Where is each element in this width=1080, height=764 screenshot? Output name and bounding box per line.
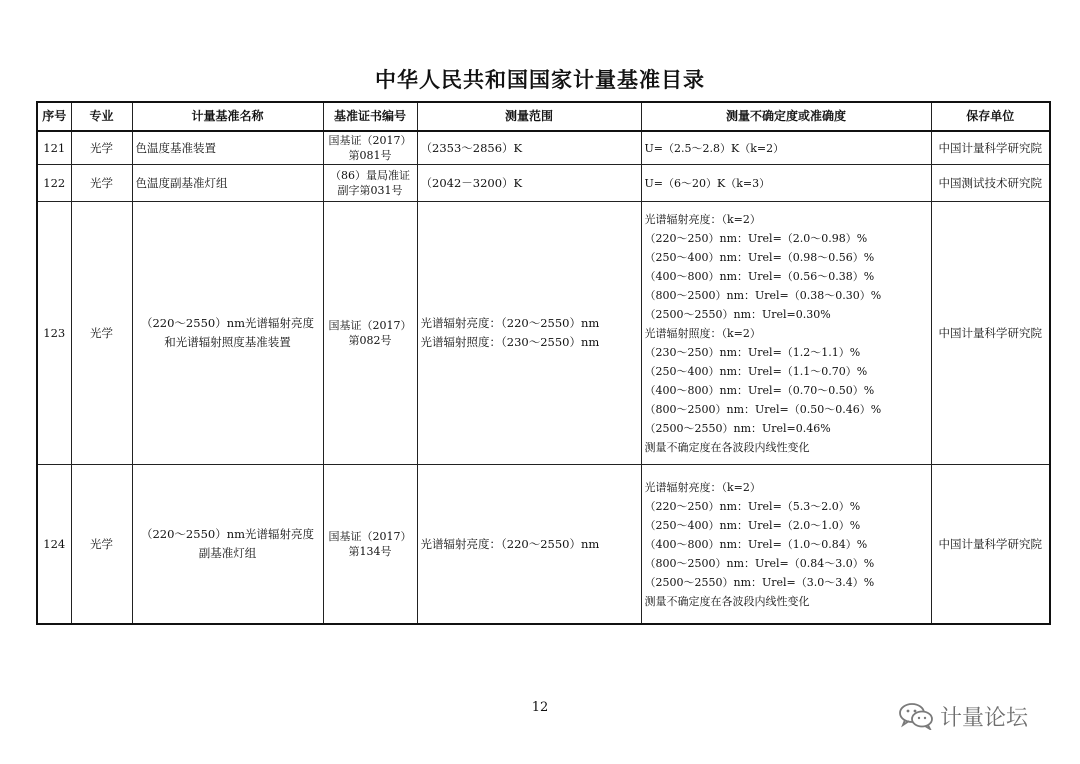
header-field: 专业 [71,102,132,131]
cell-range [417,465,641,625]
uncertainty-line: 测量不确定度在各波段内线性变化 [644,594,810,608]
cell-range [417,131,641,165]
cell-field: 光学 [71,165,132,202]
range-line: （2353～2856）K [420,140,523,155]
uncertainty-line: （230～250）nm：Urel=（1.2～1.1）% [644,345,861,359]
uncertainty-line: （400～800）nm：Urel=（0.70～0.50）% [644,383,875,397]
uncertainty-line: （800～2500）nm：Urel=（0.38～0.30）% [644,288,882,302]
cell-uncertainty [641,202,931,465]
range-line: （2042－3200）K [420,175,523,190]
page-title: 中华人民共和国国家计量基准目录 [375,68,705,92]
uncertainty-line: （250～400）nm：Urel=（2.0～1.0）% [644,518,861,532]
cell-range [417,165,641,202]
page-number: 12 [531,700,549,715]
watermark-text: 计量论坛 [940,705,1029,731]
cell-name: （220～2550）nm光谱辐射亮度副基准灯组 [132,465,323,625]
uncertainty-line: （250～400）nm：Urel=（0.98～0.56）% [644,250,875,264]
cell-unit: 中国计量科学研究院 [931,465,1050,625]
header-no: 序号 [37,102,71,131]
uncertainty-line: （400～800）nm：Urel=（0.56～0.38）% [644,269,875,283]
uncertainty-line: （2500～2550）nm：Urel=0.46% [644,421,831,435]
uncertainty-line: （800～2500）nm：Urel=（0.50～0.46）% [644,402,882,416]
header-range: 测量范围 [417,102,641,131]
cell-field: 光学 [71,465,132,625]
cell-range [417,202,641,465]
cell-no: 124 [37,465,71,625]
uncertainty-line: （2500～2550）nm：Urel=（3.0～3.4）% [644,575,875,589]
cell-unit: 中国计量科学研究院 [931,131,1050,165]
cell-uncertainty [641,465,931,625]
header-cert: 基准证书编号 [323,102,417,131]
cell-name: （220～2550）nm光谱辐射亮度和光谱辐射照度基准装置 [132,202,323,465]
uncertainty-line: （2500～2550）nm：Urel=0.30% [644,307,831,321]
cell-unit: 中国计量科学研究院 [931,202,1050,465]
uncertainty-line: （250～400）nm：Urel=（1.1～0.70）% [644,364,868,378]
uncertainty-line: （800～2500）nm：Urel=（0.84～3.0）% [644,556,875,570]
cell-name: 色温度副基准灯组 [132,165,323,202]
range-line: 光谱辐射亮度：（220～2550）nm [420,316,600,330]
cell-field: 光学 [71,202,132,465]
uncertainty-line: 光谱辐射亮度：（k=2） [644,212,761,226]
table-row [37,202,1050,465]
uncertainty-line: U=（2.5～2.8）K（k=2） [644,141,785,155]
cell-cert: （86）量局准证副字第031号 [323,165,417,202]
standards-table [36,101,1051,625]
cell-cert: 国基证（2017）第134号 [323,465,417,625]
uncertainty-line: （220～250）nm：Urel=（5.3～2.0）% [644,499,861,513]
cell-uncertainty [641,165,931,202]
cell-unit: 中国测试技术研究院 [931,165,1050,202]
header-name: 计量基准名称 [132,102,323,131]
uncertainty-line: （220～250）nm：Urel=（2.0～0.98）% [644,231,868,245]
cell-no: 123 [37,202,71,465]
uncertainty-line: U=（6～20）K（k=3） [644,176,771,190]
cell-no: 122 [37,165,71,202]
uncertainty-line: 光谱辐射亮度：（k=2） [644,480,761,494]
cell-uncertainty [641,131,931,165]
uncertainty-line: 测量不确定度在各波段内线性变化 [644,440,810,454]
cell-name: 色温度基准装置 [132,131,323,165]
watermark [898,701,1028,731]
wechat-icon [898,702,934,730]
uncertainty-line: 光谱辐射照度：（k=2） [644,326,761,340]
header-uncertainty: 测量不确定度或准确度 [641,102,931,131]
table-row [37,165,1050,202]
uncertainty-line: （400～800）nm：Urel=（1.0～0.84）% [644,537,868,551]
table-header-row [37,102,1050,131]
header-unit: 保存单位 [931,102,1050,131]
cell-cert: 国基证（2017）第081号 [323,131,417,165]
cell-cert: 国基证（2017）第082号 [323,202,417,465]
table-row [37,465,1050,625]
cell-field: 光学 [71,131,132,165]
cell-no: 121 [37,131,71,165]
range-line: 光谱辐射照度：（230～2550）nm [420,335,600,349]
range-line: 光谱辐射亮度：（220～2550）nm [420,536,600,551]
table-row [37,131,1050,165]
